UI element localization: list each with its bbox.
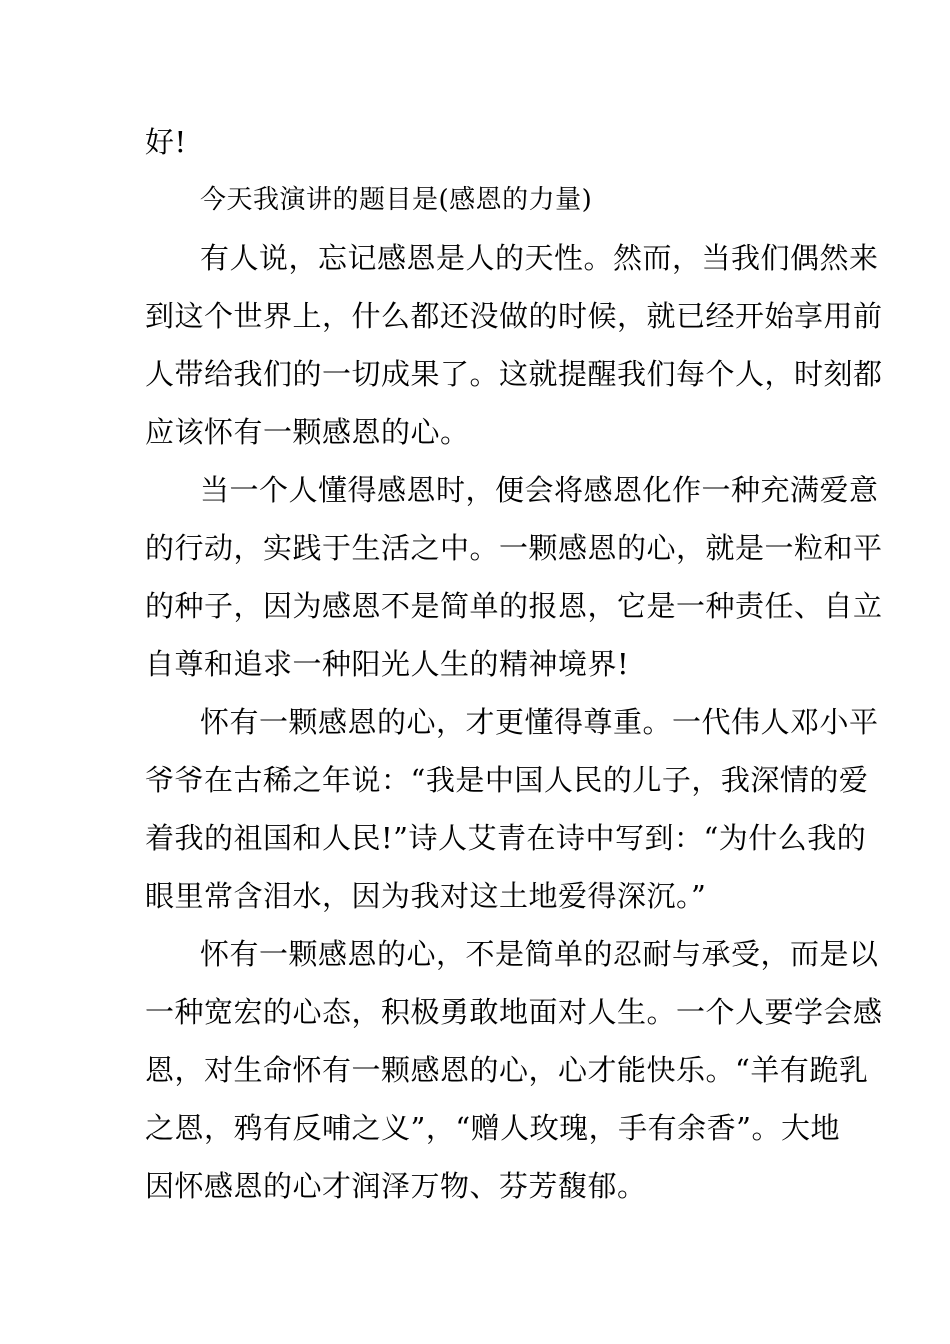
greeting-line: 好! — [145, 125, 187, 159]
paragraph-4-line-3: 恩，对生命怀有一颗感恩的心，心才能快乐。“羊有跪乳 — [145, 1053, 869, 1087]
paragraph-3-line-1: 怀有一颗感恩的心，才更懂得尊重。一代伟人邓小平 — [200, 705, 879, 739]
paragraph-4-line-2: 一种宽宏的心态，积极勇敢地面对人生。一个人要学会感 — [145, 995, 883, 1029]
speech-title: 今天我演讲的题目是(感恩的力量) — [200, 185, 593, 215]
paragraph-2-line-1: 当一个人懂得感恩时，便会将感恩化作一种充满爱意 — [200, 473, 879, 507]
paragraph-1-line-4: 应该怀有一颗感恩的心。 — [145, 415, 470, 449]
paragraph-3-line-2: 爷爷在古稀之年说：“我是中国人民的儿子，我深情的爱 — [145, 763, 869, 797]
paragraph-1-line-2: 到这个世界上，什么都还没做的时候，就已经开始享用前 — [145, 299, 883, 333]
paragraph-2-line-3: 的种子，因为感恩不是简单的报恩，它是一种责任、自立 — [145, 589, 883, 623]
paragraph-4-line-4: 之恩，鸦有反哺之义”，“赠人玫瑰，手有余香”。大地 — [145, 1111, 840, 1145]
paragraph-1-line-3: 人带给我们的一切成果了。这就提醒我们每个人，时刻都 — [145, 357, 883, 391]
paragraph-2-line-2: 的行动，实践于生活之中。一颗感恩的心，就是一粒和平 — [145, 531, 883, 565]
paragraph-1-line-1: 有人说，忘记感恩是人的天性。然而，当我们偶然来 — [200, 241, 879, 275]
paragraph-4-line-1: 怀有一颗感恩的心，不是简单的忍耐与承受，而是以 — [200, 937, 879, 971]
paragraph-3-line-4: 眼里常含泪水，因为我对这土地爱得深沉。” — [145, 879, 707, 913]
paragraph-2-line-4: 自尊和追求一种阳光人生的精神境界! — [145, 647, 630, 681]
paragraph-3-line-3: 着我的祖国和人民!”诗人艾青在诗中写到：“为什么我的 — [145, 821, 867, 855]
paragraph-4-line-5: 因怀感恩的心才润泽万物、芬芳馥郁。 — [145, 1169, 647, 1203]
